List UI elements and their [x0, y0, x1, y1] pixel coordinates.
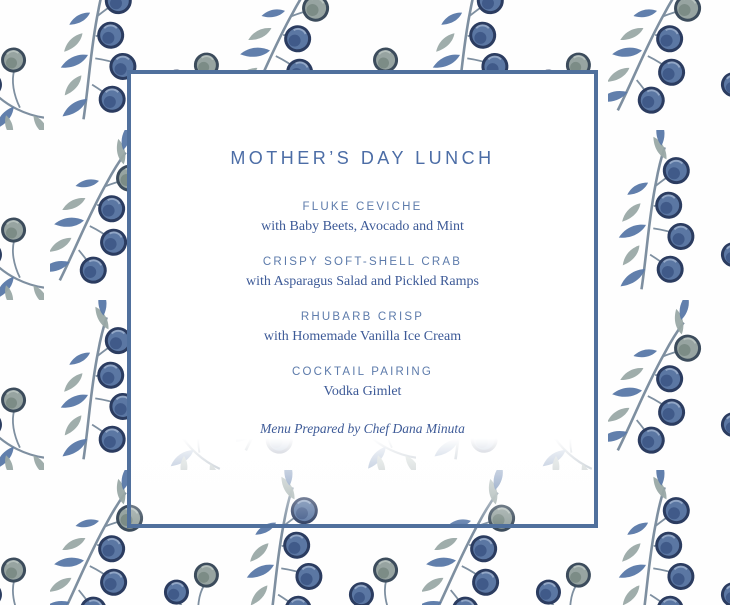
branch-motif [608, 470, 708, 605]
course-item [131, 366, 594, 400]
course-name: CRISPY SOFT-SHELL CRAB [262, 256, 463, 268]
course-list [131, 201, 594, 400]
chef-credit: Menu Prepared by Chef Dana Minuta [260, 421, 465, 436]
sprig-motif [0, 215, 44, 300]
sprig-motif [698, 45, 730, 130]
course-name: COCKTAIL PAIRING [291, 366, 434, 378]
sprig-motif [698, 385, 730, 470]
menu-card [127, 70, 598, 528]
course-name: RHUBARB CRISP [300, 311, 425, 323]
sprig-motif [698, 215, 730, 300]
branch-motif [608, 130, 708, 290]
course-item [131, 256, 594, 290]
sprig-motif [0, 45, 44, 130]
sprig-motif [698, 555, 730, 605]
sprig-motif [326, 555, 416, 605]
sprig-motif [0, 385, 44, 470]
course-description: with Baby Beets, Avocado and Mint [261, 219, 464, 234]
branch-motif [608, 300, 708, 460]
course-name: FLUKE CEVICHE [302, 201, 423, 213]
course-item [131, 201, 594, 235]
course-description: Vodka Gimlet [323, 384, 402, 399]
course-description: with Homemade Vanilla Ice Cream [263, 329, 462, 344]
course-item [131, 311, 594, 345]
sprig-motif [140, 555, 230, 605]
course-description: with Asparagus Salad and Pickled Ramps [246, 274, 479, 289]
menu-title: MOTHER’S DAY LUNCH [230, 148, 495, 168]
branch-motif [608, 0, 708, 120]
sprig-motif [0, 555, 44, 605]
sprig-motif [512, 555, 602, 605]
